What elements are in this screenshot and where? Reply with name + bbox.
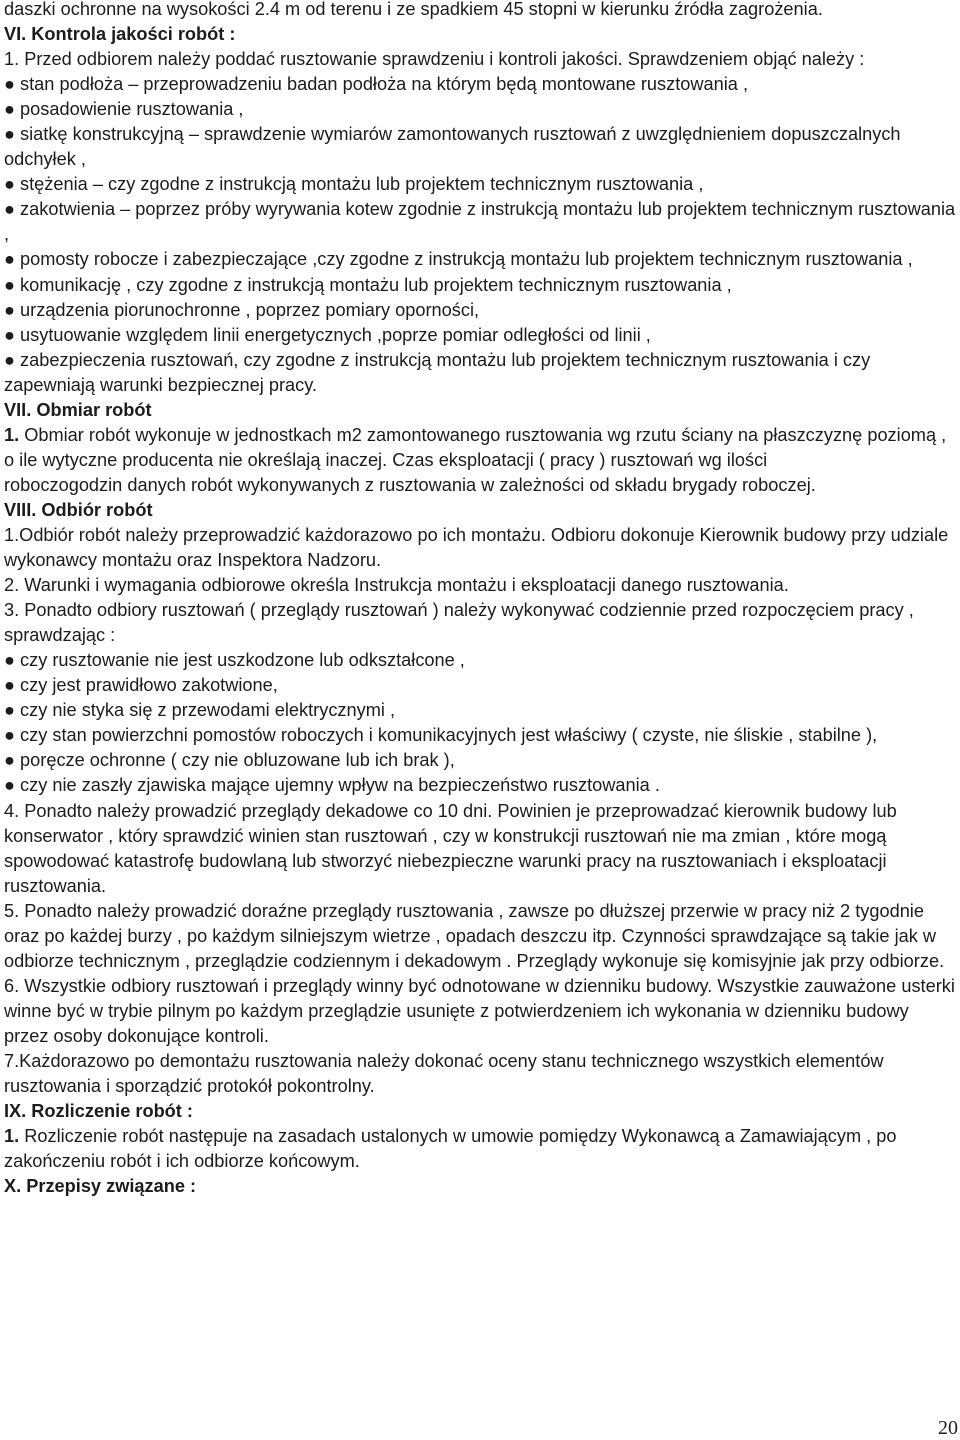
section-8-bullet: ● czy nie styka się z przewodami elektrycznymi , <box>4 700 396 721</box>
section-6-paragraph-1: 1. Przed odbiorem należy poddać rusztowanie sprawdzeniu i kontroli jakości. Sprawdzeniem objąć należy : <box>4 49 865 70</box>
section-8-paragraph-6: 6. Wszystkie odbiory rusztowań i przeglądy winny być odnotowane w dzienniku budowy. Wszystkie zauważone usterki winne być w trybie pilnym po każdym przeglądzie usunięte z potwierdzeniem ich wykonania w dzienniku budowy przez osoby dokonujące kontroli. <box>4 975 955 1046</box>
section-7-paragraph-2: roboczogodzin danych robót wykonywanych z rusztowania w zależności od składu brygady roboczej. <box>4 474 816 495</box>
section-8-bullet: ● poręcze ochronne ( czy nie obluzowane lub ich brak ), <box>4 750 455 771</box>
section-8-bullet: ● czy jest prawidłowo zakotwione, <box>4 675 278 696</box>
section-8-paragraph-5: 5. Ponadto należy prowadzić doraźne przeglądy rusztowania , zawsze po dłuższej przerwie w pracy niż 2 tygodnie oraz po każdej burzy , po każdym silniejszym wietrze , opadach deszczu itp. Czynności sprawdzające są takie jak w odbiorze technicznym , przeglądzie codziennym i dekadowym . Przeglądy wykonuje się komisyjnie jak przy odbiorze. <box>4 900 945 971</box>
document-body <box>4 0 958 1199</box>
intro-continuation: daszki ochronne na wysokości 2.4 m od terenu i ze spadkiem 45 stopni w kierunku źródła zagrożenia. <box>4 0 823 19</box>
page-number: 20 <box>938 1417 958 1439</box>
section-6-bullet: ● posadowienie rusztowania , <box>4 99 244 120</box>
section-8-bullet: ● czy stan powierzchni pomostów roboczych i komunikacyjnych jest właściwy ( czyste, nie śliskie , stabilne ), <box>4 725 878 746</box>
section-6-bullet: ● pomosty robocze i zabezpieczające ,czy zgodne z instrukcją montażu lub projektem technicznym rusztowania , <box>4 249 913 270</box>
section-8-heading: VIII. Odbiór robót <box>4 499 153 520</box>
section-8-paragraph-3: 3. Ponadto odbiory rusztowań ( przeglądy rusztowań ) należy wykonywać codziennie przed rozpoczęciem pracy , sprawdzając : <box>4 600 914 646</box>
section-6-bullet: ● usytuowanie względem linii energetycznych ,poprze pomiar odległości od linii , <box>4 324 651 345</box>
section-8-bullet: ● czy rusztowanie nie jest uszkodzone lub odkształcone , <box>4 650 465 671</box>
section-8-paragraph-1: 1.Odbiór robót należy przeprowadzić każdorazowo po ich montażu. Odbioru dokonuje Kierownik budowy przy udziale wykonawcy montażu oraz Inspektora Nadzoru. <box>4 524 949 571</box>
section-6-bullet: ● komunikację , czy zgodne z instrukcją montażu lub projektem technicznym rusztowania , <box>4 274 732 295</box>
section-6-bullet: ● zakotwienia – poprzez próby wyrywania kotew zgodnie z instrukcją montażu lub projektem technicznym rusztowania , <box>4 199 956 245</box>
section-8-bullet: ● czy nie zaszły zjawiska mające ujemny wpływ na bezpieczeństwo rusztowania . <box>4 775 660 796</box>
section-6-bullet: ● siatkę konstrukcyjną – sprawdzenie wymiarów zamontowanych rusztowań z uwzględnieniem dopuszczalnych odchyłek , <box>4 124 901 170</box>
section-7-heading: VII. Obmiar robót <box>4 399 152 420</box>
paragraph-number: 1. <box>4 1126 20 1147</box>
section-9-paragraph-1: 1. Rozliczenie robót następuje na zasadach ustalonych w umowie pomiędzy Wykonawcą a Zamawiającym , po zakończeniu robót i ich odbiorze końcowym. <box>4 1126 897 1172</box>
section-6-bullet: ● stężenia – czy zgodne z instrukcją montażu lub projektem technicznym rusztowania , <box>4 174 704 195</box>
section-6-bullet: ● zabezpieczenia rusztowań, czy zgodne z instrukcją montażu lub projektem technicznym rusztowania i czy zapewniają warunki bezpiecznej pracy. <box>4 349 871 395</box>
section-10-heading: X. Przepisy związane : <box>4 1176 197 1197</box>
section-6-bullet: ● stan podłoża – przeprowadzeniu badan podłoża na którym będą montowane rusztowania , <box>4 74 749 95</box>
section-6-bullet: ● urządzenia piorunochronne , poprzez pomiary oporności, <box>4 299 480 320</box>
section-8-paragraph-2: 2. Warunki i wymagania odbiorowe określa Instrukcja montażu i eksploatacji danego rusztowania. <box>4 575 789 596</box>
section-7-paragraph-1: 1. Obmiar robót wykonuje w jednostkach m2 zamontowanego rusztowania wg rzutu ściany na płaszczyznę poziomą , o ile wytyczne producenta nie określają inaczej. Czas eksploatacji ( pracy ) rusztowań wg ilości <box>4 424 947 470</box>
section-9-heading: IX. Rozliczenie robót : <box>4 1101 193 1122</box>
section-8-paragraph-4: 4. Ponadto należy prowadzić przeglądy dekadowe co 10 dni. Powinien je przeprowadzać kierownik budowy lub konserwator , który sprawdzić winien stan rusztowań , czy w konstrukcji rusztowań nie ma zmian , które mogą spowodować katastrofę budowlaną lub stworzyć niebezpieczne warunki pracy na rusztowaniach i eksploatacji rusztowania. <box>4 800 897 896</box>
section-6-heading: VI. Kontrola jakości robót : <box>4 24 236 45</box>
section-8-paragraph-7: 7.Każdorazowo po demontażu rusztowania należy dokonać oceny stanu technicznego wszystkich elementów rusztowania i sporządzić protokół pokontrolny. <box>4 1050 884 1097</box>
paragraph-number: 1. <box>4 424 20 445</box>
